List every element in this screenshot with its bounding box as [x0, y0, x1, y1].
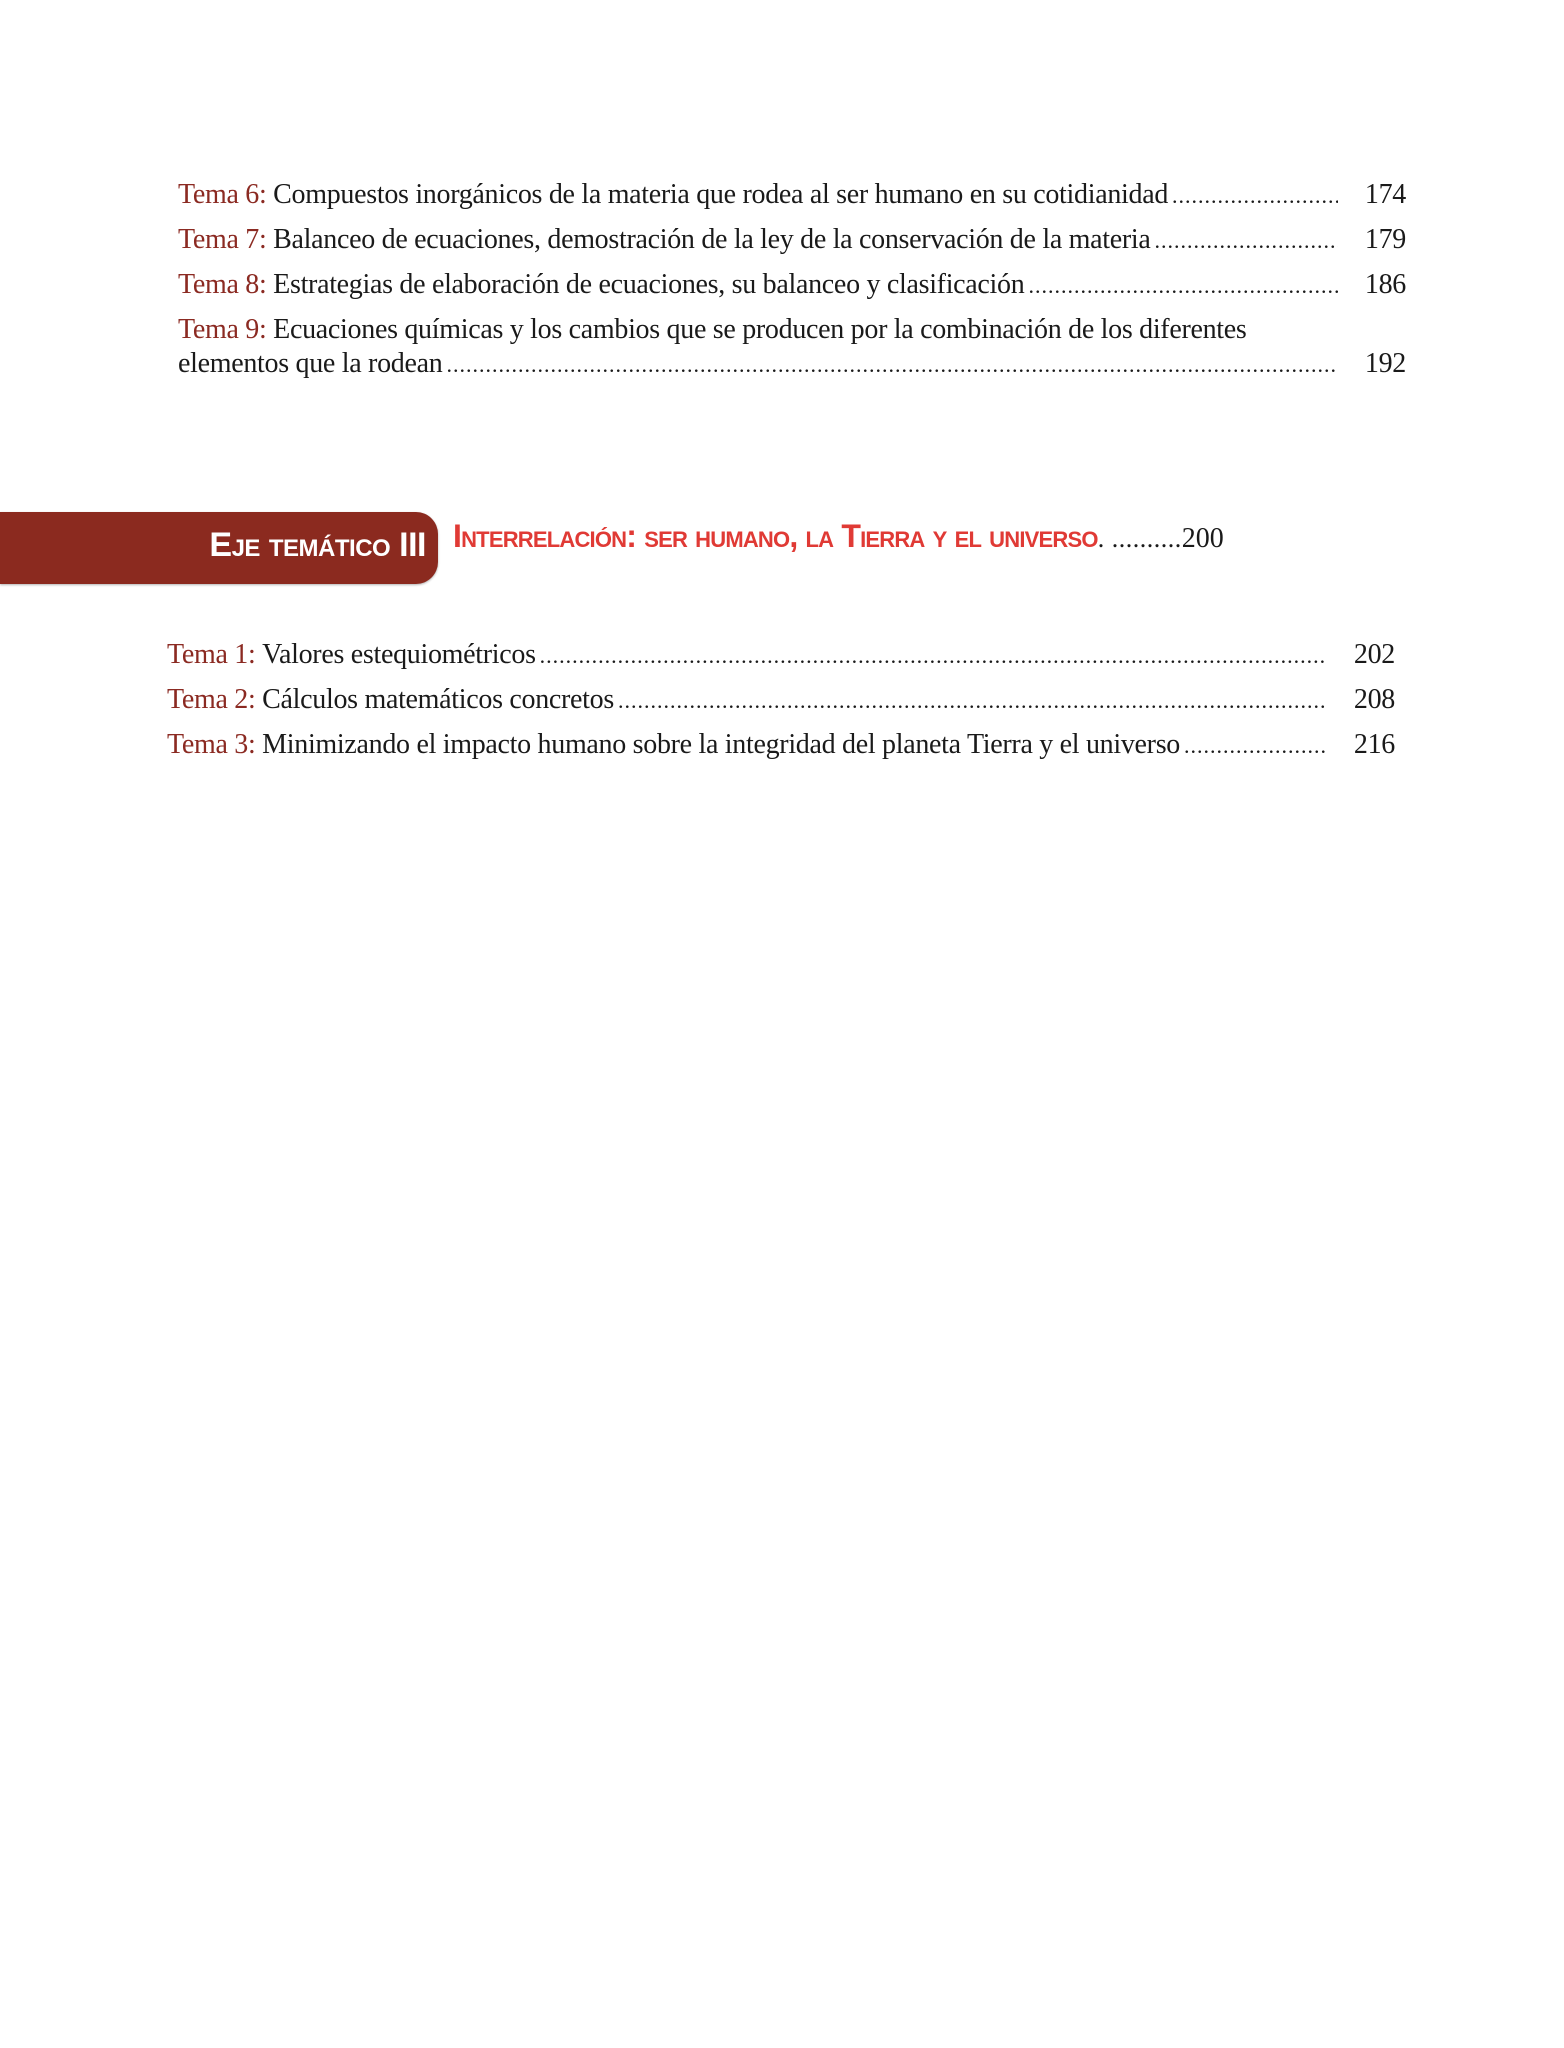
toc-entry-tema-1[interactable]: [167, 638, 1395, 683]
page-number: 202: [1353, 639, 1395, 670]
dot-leader: [1172, 178, 1338, 213]
toc-entry-tema-8[interactable]: [178, 268, 1406, 313]
tema-title: Estrategias de elaboración de ecuaciones, su balanceo y clasificación: [273, 269, 1025, 300]
tema-label: Tema 6:: [178, 179, 267, 210]
page-number: 216: [1353, 729, 1395, 760]
tema-title-continued: elementos que la rodean: [178, 348, 443, 379]
toc-entry-tema-2[interactable]: [167, 683, 1395, 728]
dot-leader: [446, 347, 1338, 382]
toc-entry-tema-3[interactable]: [167, 728, 1395, 773]
eje-badge: [0, 512, 438, 584]
eje-heading[interactable]: [453, 518, 1224, 555]
tema-title: Compuestos inorgánicos de la materia que rodea al ser humano en su cotidianidad: [273, 179, 1169, 210]
tema-label: Tema 3:: [167, 729, 256, 760]
dot-leader: [1155, 223, 1339, 258]
tema-label: Tema 7:: [178, 224, 267, 255]
dot-leader: [540, 638, 1327, 673]
tema-title: Cálculos matemáticos concretos: [262, 684, 614, 715]
toc-section-previous: [178, 178, 1406, 382]
tema-title: Balanceo de ecuaciones, demostración de la ley de la conservación de la materia: [273, 224, 1151, 255]
dot-leader: [618, 683, 1327, 718]
tema-title: Valores estequiométricos: [262, 639, 536, 670]
tema-label: Tema 1:: [167, 639, 256, 670]
page-number: 200: [1181, 523, 1224, 554]
tema-label: Tema 2:: [167, 684, 256, 715]
dot-leader: . ..........: [1097, 524, 1182, 553]
page-number: 192: [1364, 348, 1406, 379]
tema-label: Tema 9:: [178, 314, 267, 345]
page-number: 179: [1364, 224, 1406, 255]
page-number: 208: [1353, 684, 1395, 715]
toc-entry-tema-7[interactable]: [178, 223, 1406, 268]
dot-leader: [1028, 268, 1338, 303]
toc-entry-tema-9[interactable]: [178, 313, 1406, 382]
page-number: 186: [1364, 269, 1406, 300]
eje-title: Interrelación: ser humano, la Tierra y el universo: [453, 518, 1098, 554]
dot-leader: [1184, 728, 1327, 763]
eje-badge-label: Eje temático III: [209, 526, 426, 564]
tema-label: Tema 8:: [178, 269, 267, 300]
toc-entry-tema-6[interactable]: [178, 178, 1406, 223]
tema-title: Minimizando el impacto humano sobre la integridad del planeta Tierra y el universo: [262, 729, 1181, 760]
tema-title: Ecuaciones químicas y los cambios que se producen por la combinación de los diferentes: [273, 314, 1247, 345]
page-number: 174: [1364, 179, 1406, 210]
toc-section-eje-3: [167, 638, 1395, 773]
